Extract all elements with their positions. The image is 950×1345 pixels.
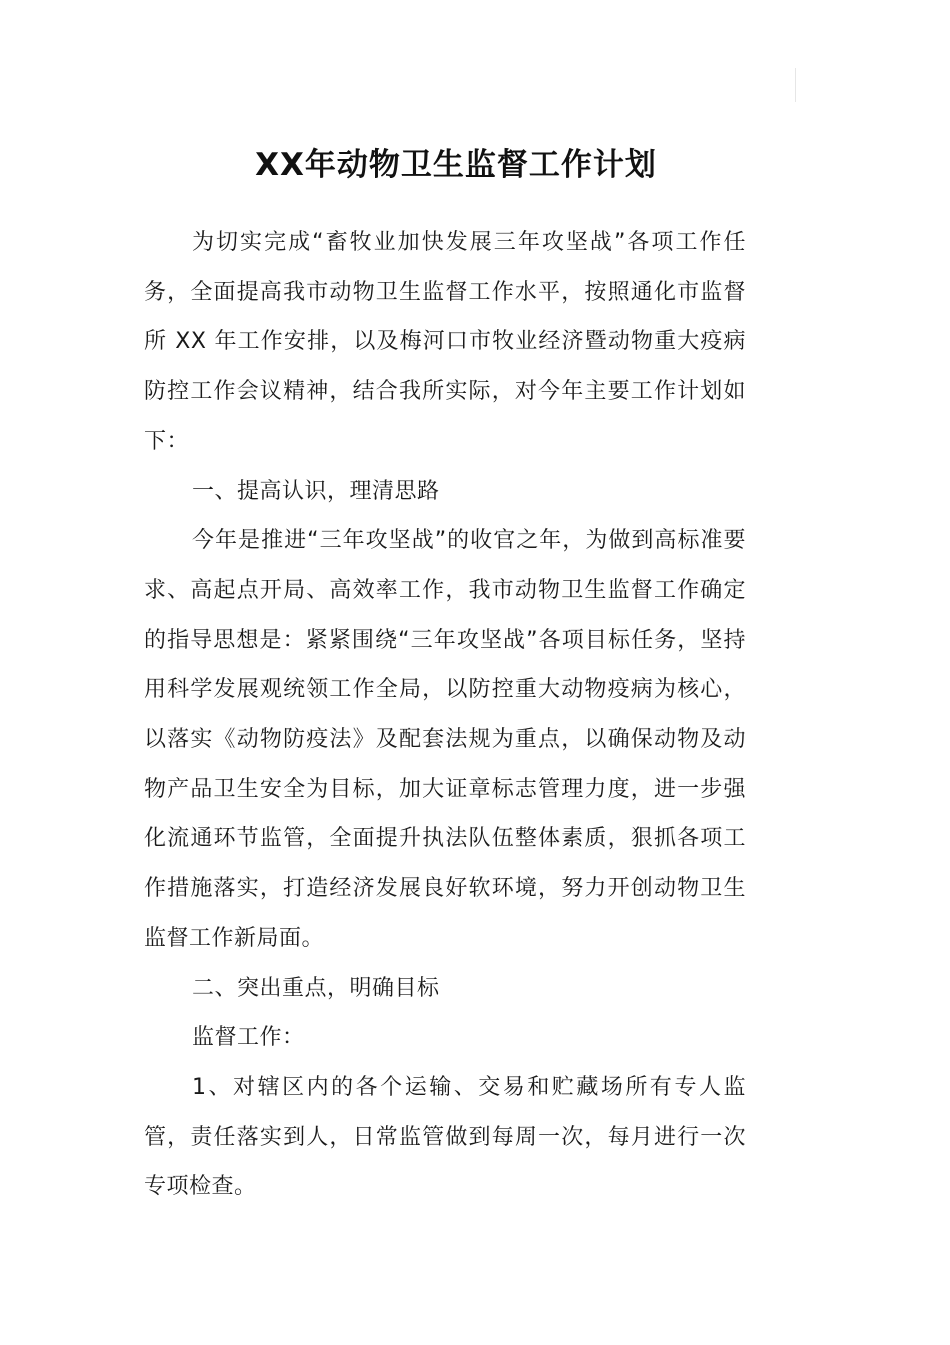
section-heading-1: 一、提高认识，理清思路: [192, 478, 440, 504]
section-1-paragraph: 今年是推进“三年攻坚战”的收官之年，为做到高标准要求、高起点开局、高效率工作，我市动物卫生监督工作确定的指导思想是：紧紧围绕“三年攻坚战”各项目标任务，坚持用科学发展观统领工作全局，以防控重大动物疫病为核心，以落实《动物防疫法》及配套法规为重点，以确保动物及动物产品卫生安全为目标，加大证章标志管理力度，进一步强化流通环节监管，全面提升执法队伍整体素质，狠抓各项工作措施落实，打造经济发展良好软环境，努力开创动物卫生监督工作新局面。: [144, 528, 746, 951]
subsection-label: 监督工作：: [192, 1025, 305, 1051]
intro-paragraph: 为切实完成“畜牧业加快发展三年攻坚战”各项工作任务，全面提高我市动物卫生监督工作水平，按照通化市监督所 XX 年工作安排，以及梅河口市牧业经济暨动物重大疫病防控工作会议精神，结合我所实际，对今年主要工作计划如下：: [144, 230, 746, 454]
list-item-1: 1、对辖区内的各个运输、交易和贮藏场所有专人监管，责任落实到人，日常监管做到每周一次，每月进行一次专项检查。: [144, 1074, 746, 1200]
document-body: [144, 218, 746, 1212]
document-title: XX年动物卫生监督工作计划: [255, 146, 657, 183]
page-edge-mark: [795, 68, 796, 102]
section-heading-2: 二、突出重点，明确目标: [192, 975, 440, 1001]
